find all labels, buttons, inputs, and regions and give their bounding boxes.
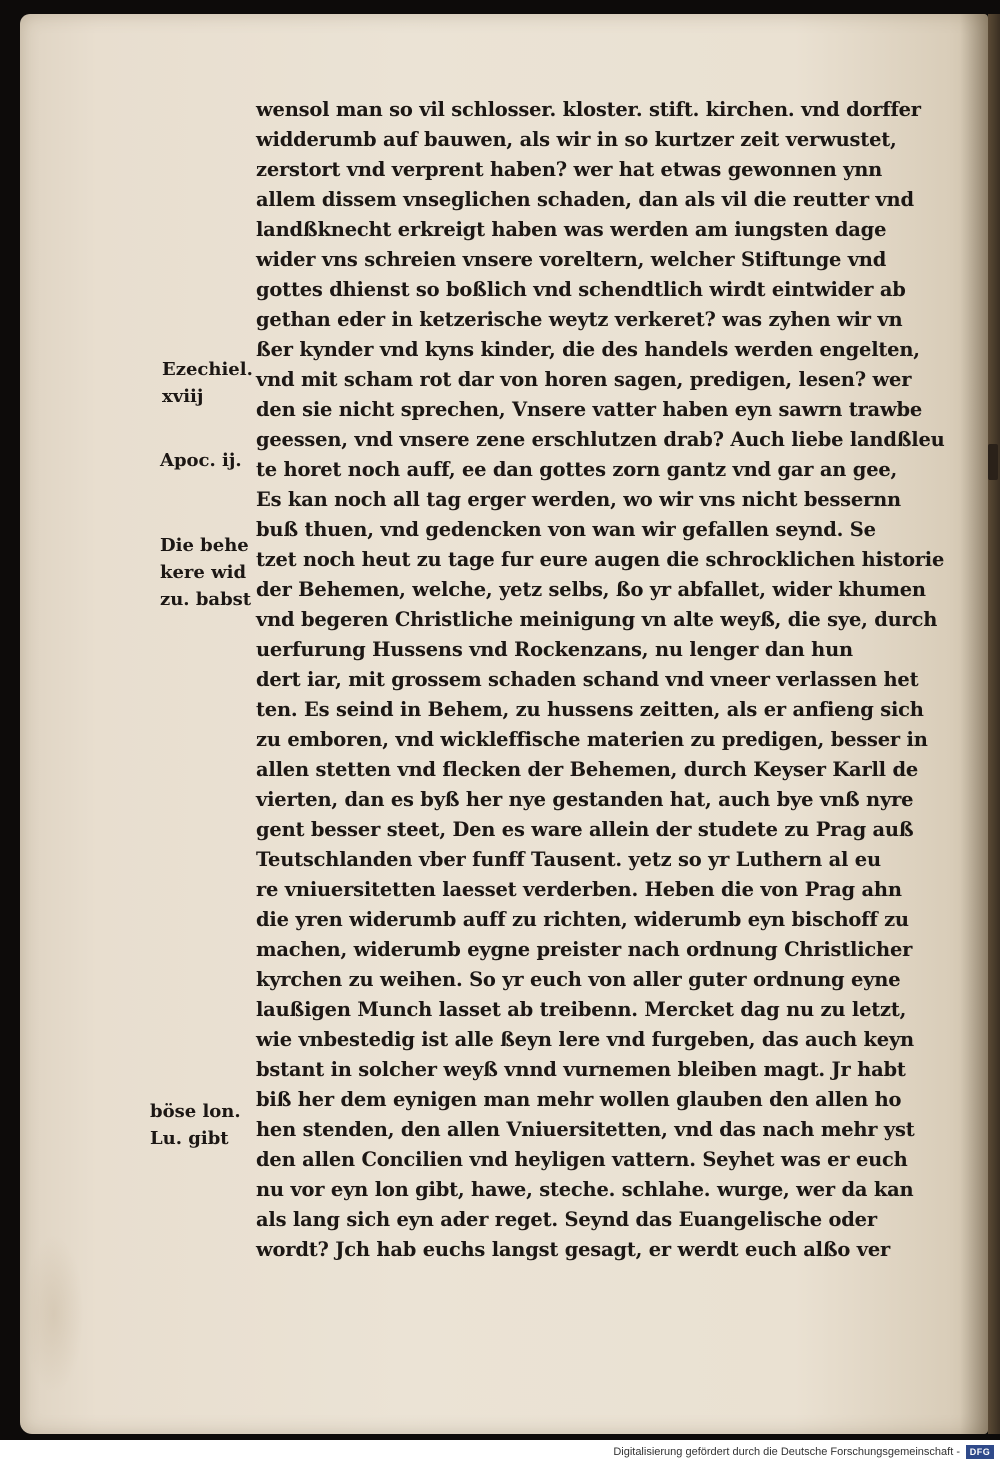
page-stain (24, 1234, 84, 1394)
margin-note-line: Apoc. ij. (160, 450, 242, 471)
margin-note-line: xviij (162, 386, 204, 407)
text-line: Teutschlanden vber funff Tausent. yetz so yr Luthern al eu (256, 848, 881, 871)
text-line: geessen, vnd vnsere zene erschlutzen drab? Auch liebe landßleu (256, 428, 945, 451)
text-line: kyrchen zu weihen. So yr euch von aller guter ordnung eyne (256, 968, 901, 991)
margin-note-lon (150, 1098, 241, 1152)
text-line: bstant in solcher weyß vnnd vurnemen bleiben magt. Jr habt (256, 1058, 906, 1081)
text-line: wie vnbestedig ist alle ßeyn lere vnd furgeben, das auch keyn (256, 1028, 914, 1051)
text-line: uerfurung Hussens vnd Rockenzans, nu lenger dan hun (256, 638, 853, 661)
digitization-footer (0, 1440, 1000, 1466)
text-line: den allen Concilien vnd heyligen vattern. Seyhet was er euch (256, 1148, 908, 1171)
page-tab-marker (988, 444, 998, 480)
text-line: zu emboren, vnd wickleffische materien zu predigen, besser in (256, 728, 928, 751)
text-line: vierten, dan es byß her nye gestanden hat, auch bye vnß nyre (256, 788, 914, 811)
text-line: wider vns schreien vnsere voreltern, welcher Stiftunge vnd (256, 248, 887, 271)
text-line: allem dissem vnseglichen schaden, dan als vil die reutter vnd (256, 188, 914, 211)
margin-note-line: Die behe (160, 535, 249, 556)
text-line: landßknecht erkreigt haben was werden am iungsten dage (256, 218, 887, 241)
book-gutter (988, 14, 1000, 1434)
text-line: allen stetten vnd flecken der Behemen, durch Keyser Karll de (256, 758, 919, 781)
margin-note-line: Ezechiel. (162, 359, 253, 380)
text-line: die yren widerumb auff zu richten, widerumb eyn bischoff zu (256, 908, 909, 931)
text-line: ßer kynder vnd kyns kinder, die des handels werden engelten, (256, 338, 920, 361)
text-line: der Behemen, welche, yetz selbs, ßo yr abfallet, wider khumen (256, 578, 926, 601)
text-line: wordt? Jch hab euchs langst gesagt, er werdt euch alßo ver (256, 1238, 891, 1261)
text-line: te horet noch auff, ee dan gottes zorn gantz vnd gar an gee, (256, 458, 898, 481)
margin-note-line: zu. babst (160, 589, 252, 610)
margin-note-line: Lu. gibt (150, 1128, 229, 1149)
margin-note-apoc (160, 447, 242, 474)
text-line: vnd mit scham rot dar von horen sagen, predigen, lesen? wer (256, 368, 912, 391)
text-line: machen, widerumb eygne preister nach ordnung Christlicher (256, 938, 913, 961)
margin-note-line: böse lon. (150, 1101, 241, 1122)
text-line: nu vor eyn lon gibt, hawe, steche. schlahe. wurge, wer da kan (256, 1178, 914, 1201)
text-line: tzet noch heut zu tage fur eure augen die schrocklichen historie (256, 548, 945, 571)
text-line: gethan eder in ketzerische weytz verkeret? was zyhen wir vn (256, 308, 903, 331)
margin-note-ezechiel (162, 356, 253, 410)
main-text-block (256, 95, 946, 1265)
text-line: den sie nicht sprechen, Vnsere vatter haben eyn sawrn trawbe (256, 398, 923, 421)
text-line: widderumb auf bauwen, als wir in so kurtzer zeit verwustet, (256, 128, 897, 151)
text-line: gent besser steet, Den es ware allein der studete zu Prag auß (256, 818, 914, 841)
text-line: Es kan noch all tag erger werden, wo wir vns nicht bessernn (256, 488, 901, 511)
text-line: hen stenden, den allen Vniuersitetten, vnd das nach mehr yst (256, 1118, 915, 1141)
text-line: wensol man so vil schlosser. kloster. stift. kirchen. vnd dorffer (256, 98, 921, 121)
margin-note-behemen (160, 532, 251, 613)
text-line: re vniuersitetten laesset verderben. Heben die von Prag ahn (256, 878, 902, 901)
margin-note-line: kere wid (160, 562, 247, 583)
binding-shadow (960, 14, 988, 1434)
text-line: zerstort vnd verprent haben? wer hat etwas gewonnen ynn (256, 158, 883, 181)
dfg-logo: DFG (966, 1445, 994, 1459)
text-line: vnd begeren Christliche meinigung vn alte weyß, die sye, durch (256, 608, 938, 631)
text-line: biß her dem eynigen man mehr wollen glauben den allen ho (256, 1088, 902, 1111)
text-line: als lang sich eyn ader reget. Seynd das Euangelische oder (256, 1208, 877, 1231)
text-line: gottes dhienst so boßlich vnd schendtlich wirdt eintwider ab (256, 278, 906, 301)
text-line: ten. Es seind in Behem, zu hussens zeitten, als er anfieng sich (256, 698, 924, 721)
footer-credit: Digitalisierung gefördert durch die Deutsche Forschungsgemeinschaft - (613, 1446, 960, 1458)
text-line: buß thuen, vnd gedencken von wan wir gefallen seynd. Se (256, 518, 876, 541)
text-line: laußigen Munch lasset ab treibenn. Mercket dag nu zu letzt, (256, 998, 907, 1021)
text-line: dert iar, mit grossem schaden schand vnd vneer verlassen het (256, 668, 919, 691)
